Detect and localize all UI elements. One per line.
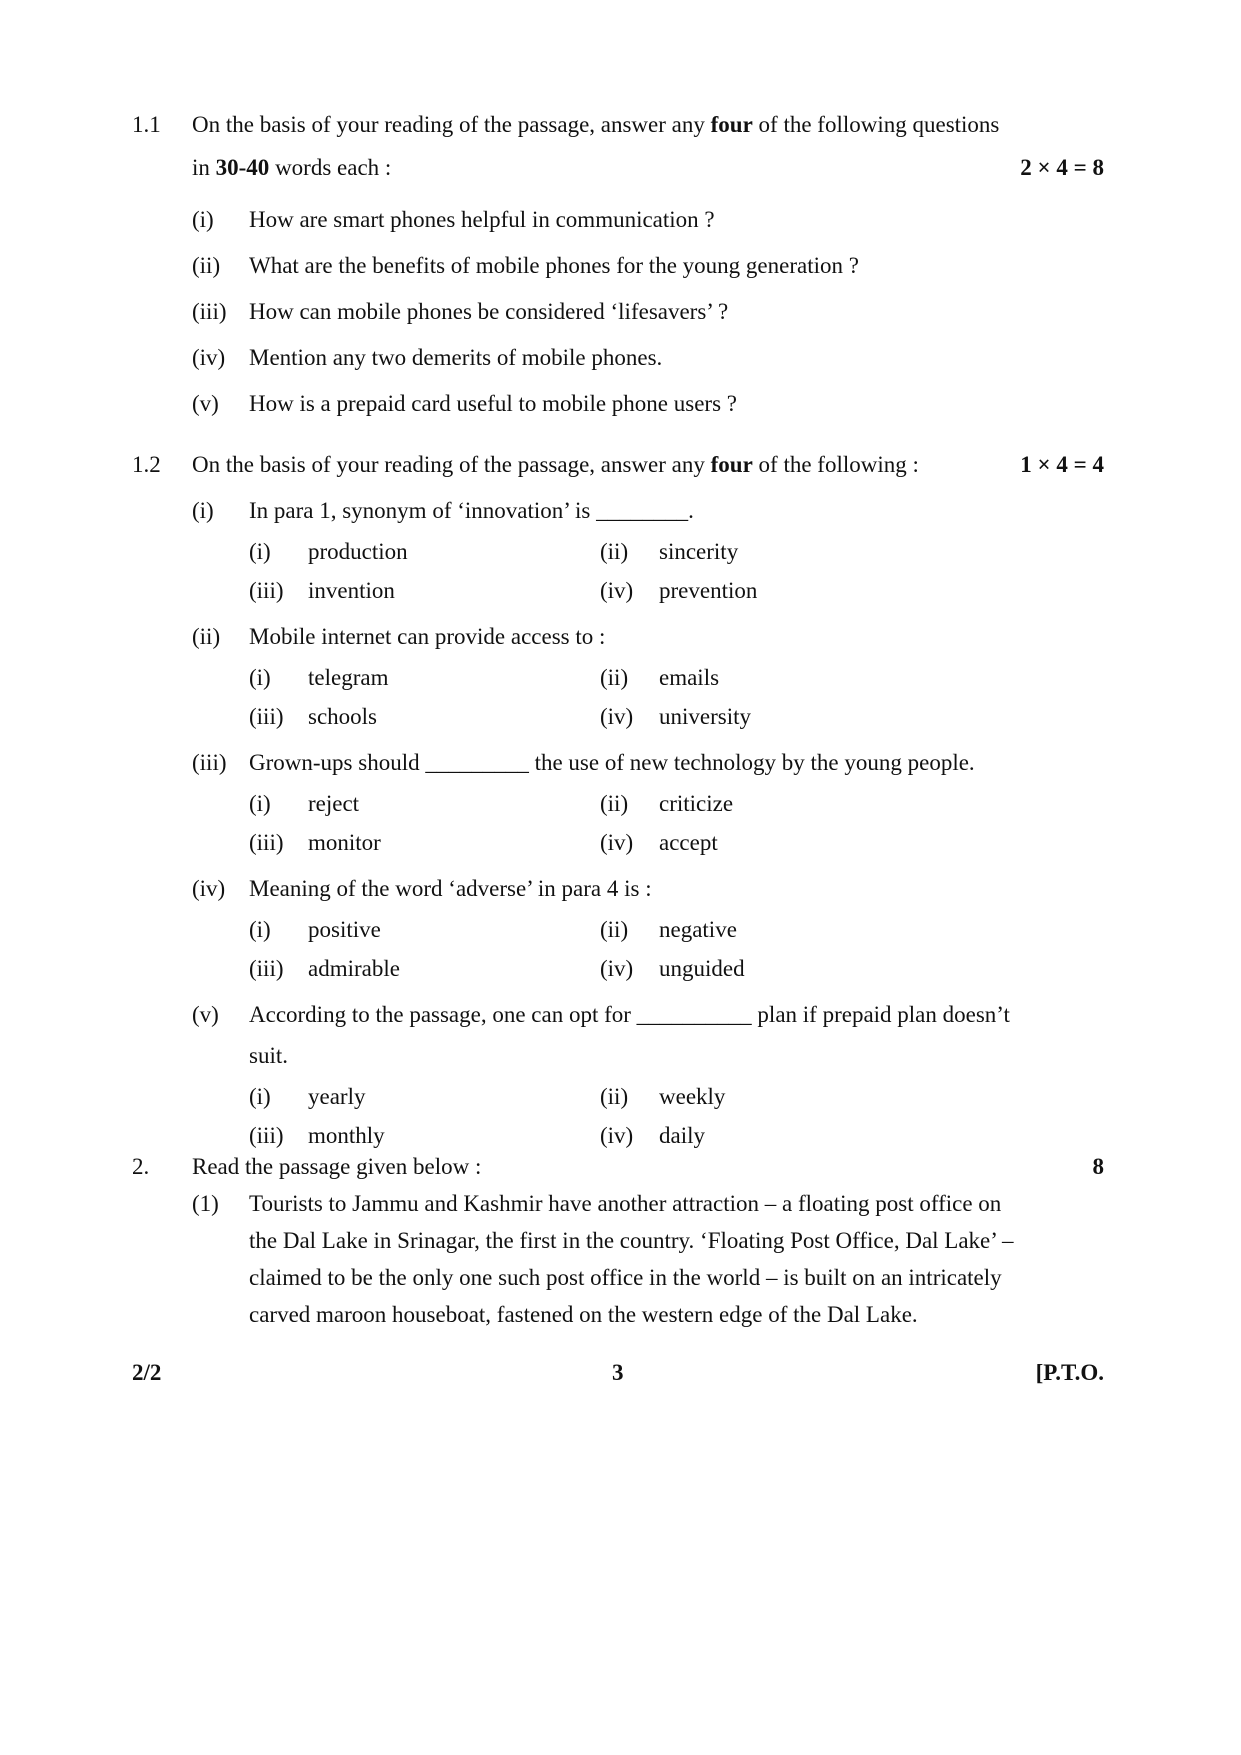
option-text: admirable bbox=[308, 956, 400, 981]
option-text: weekly bbox=[659, 1084, 726, 1109]
option-label: (i) bbox=[249, 791, 271, 816]
option-text: monitor bbox=[308, 830, 381, 855]
option-text: production bbox=[308, 539, 408, 564]
q1-2-marks: 1 × 4 = 4 bbox=[1020, 452, 1104, 477]
q2-paragraph-line: Tourists to Jammu and Kashmir have another attraction – a floating post office on bbox=[249, 1191, 1002, 1216]
option-label: (iii) bbox=[249, 704, 284, 729]
option-text: university bbox=[659, 704, 751, 729]
option-text: yearly bbox=[308, 1084, 366, 1109]
q1-1-marks: 2 × 4 = 8 bbox=[1020, 155, 1104, 180]
q1-1-item-number: (v) bbox=[192, 391, 219, 416]
option-label: (i) bbox=[249, 539, 271, 564]
q1-1-item-number: (iv) bbox=[192, 345, 226, 370]
q1-1-instruction-line1: On the basis of your reading of the passage, answer any four of the following questions bbox=[192, 112, 1000, 137]
option-label: (ii) bbox=[600, 665, 629, 690]
option-text: positive bbox=[308, 917, 381, 942]
q1-2-item-text: Meaning of the word ‘adverse’ in para 4 is : bbox=[249, 876, 652, 901]
q1-1-item-number: (iii) bbox=[192, 299, 227, 324]
option-text: prevention bbox=[659, 578, 758, 603]
option-label: (iv) bbox=[600, 1123, 634, 1148]
option-text: invention bbox=[308, 578, 395, 603]
footer-page-number: 3 bbox=[612, 1360, 624, 1385]
option-text: monthly bbox=[308, 1123, 385, 1148]
option-text: unguided bbox=[659, 956, 745, 981]
q1-1-item-text: How can mobile phones be considered ‘lifesavers’ ? bbox=[249, 299, 729, 324]
q1-2-item-number: (i) bbox=[192, 498, 214, 523]
q1-1-item-number: (i) bbox=[192, 207, 214, 232]
q1-1-item-text: How are smart phones helpful in communication ? bbox=[249, 207, 715, 232]
option-label: (ii) bbox=[600, 539, 629, 564]
option-text: accept bbox=[659, 830, 718, 855]
option-label: (i) bbox=[249, 1084, 271, 1109]
q1-1-item-text: What are the benefits of mobile phones for the young generation ? bbox=[249, 253, 859, 278]
q2-paragraph-line: carved maroon houseboat, fastened on the western edge of the Dal Lake. bbox=[249, 1302, 918, 1327]
option-text: sincerity bbox=[659, 539, 739, 564]
option-label: (iii) bbox=[249, 578, 284, 603]
option-label: (iv) bbox=[600, 956, 634, 981]
option-label: (iv) bbox=[600, 830, 634, 855]
q1-1-item-number: (ii) bbox=[192, 253, 221, 278]
q1-2-item-number: (ii) bbox=[192, 624, 221, 649]
q1-1-item-text: Mention any two demerits of mobile phones. bbox=[249, 345, 663, 370]
option-text: emails bbox=[659, 665, 720, 690]
q1-1-number: 1.1 bbox=[132, 112, 161, 137]
option-text: schools bbox=[308, 704, 377, 729]
option-label: (i) bbox=[249, 665, 271, 690]
option-text: negative bbox=[659, 917, 737, 942]
q1-1-instruction-line2: in 30-40 words each : bbox=[192, 155, 392, 180]
q2-paragraph-line: claimed to be the only one such post office in the world – is built on an intricately bbox=[249, 1265, 1002, 1290]
q1-2-instruction: On the basis of your reading of the passage, answer any four of the following : bbox=[192, 452, 919, 477]
q1-2-item-number: (iii) bbox=[192, 750, 227, 775]
option-label: (iv) bbox=[600, 704, 634, 729]
footer-pto: [P.T.O. bbox=[1035, 1360, 1104, 1385]
q1-1-item-text: How is a prepaid card useful to mobile phone users ? bbox=[249, 391, 737, 416]
q2-paragraph-line: the Dal Lake in Srinagar, the first in the country. ‘Floating Post Office, Dal Lake’ – bbox=[249, 1228, 1014, 1253]
q1-2-item-text: In para 1, synonym of ‘innovation’ is ________. bbox=[249, 498, 694, 523]
option-label: (iii) bbox=[249, 956, 284, 981]
q1-2-item-text: Grown-ups should _________ the use of new technology by the young people. bbox=[249, 750, 975, 775]
option-text: reject bbox=[308, 791, 360, 816]
q1-2-number: 1.2 bbox=[132, 452, 161, 477]
option-label: (iv) bbox=[600, 578, 634, 603]
option-label: (i) bbox=[249, 917, 271, 942]
option-label: (ii) bbox=[600, 917, 629, 942]
q1-2-item-text-cont: suit. bbox=[249, 1043, 288, 1068]
option-label: (iii) bbox=[249, 830, 284, 855]
option-label: (ii) bbox=[600, 791, 629, 816]
option-label: (iii) bbox=[249, 1123, 284, 1148]
option-text: telegram bbox=[308, 665, 389, 690]
q2-number: 2. bbox=[132, 1154, 150, 1179]
q1-2-item-number: (iv) bbox=[192, 876, 226, 901]
option-text: criticize bbox=[659, 791, 734, 816]
option-text: daily bbox=[659, 1123, 705, 1148]
q2-marks: 8 bbox=[1092, 1154, 1104, 1179]
option-label: (ii) bbox=[600, 1084, 629, 1109]
q2-heading: Read the passage given below : bbox=[192, 1154, 482, 1179]
q1-2-item-text: According to the passage, one can opt for __________ plan if prepaid plan doesn’t bbox=[249, 1002, 1010, 1027]
footer-code: 2/2 bbox=[132, 1360, 162, 1385]
q1-2-item-number: (v) bbox=[192, 1002, 219, 1027]
q2-paragraph-number: (1) bbox=[192, 1191, 219, 1216]
q1-2-item-text: Mobile internet can provide access to : bbox=[249, 624, 606, 649]
